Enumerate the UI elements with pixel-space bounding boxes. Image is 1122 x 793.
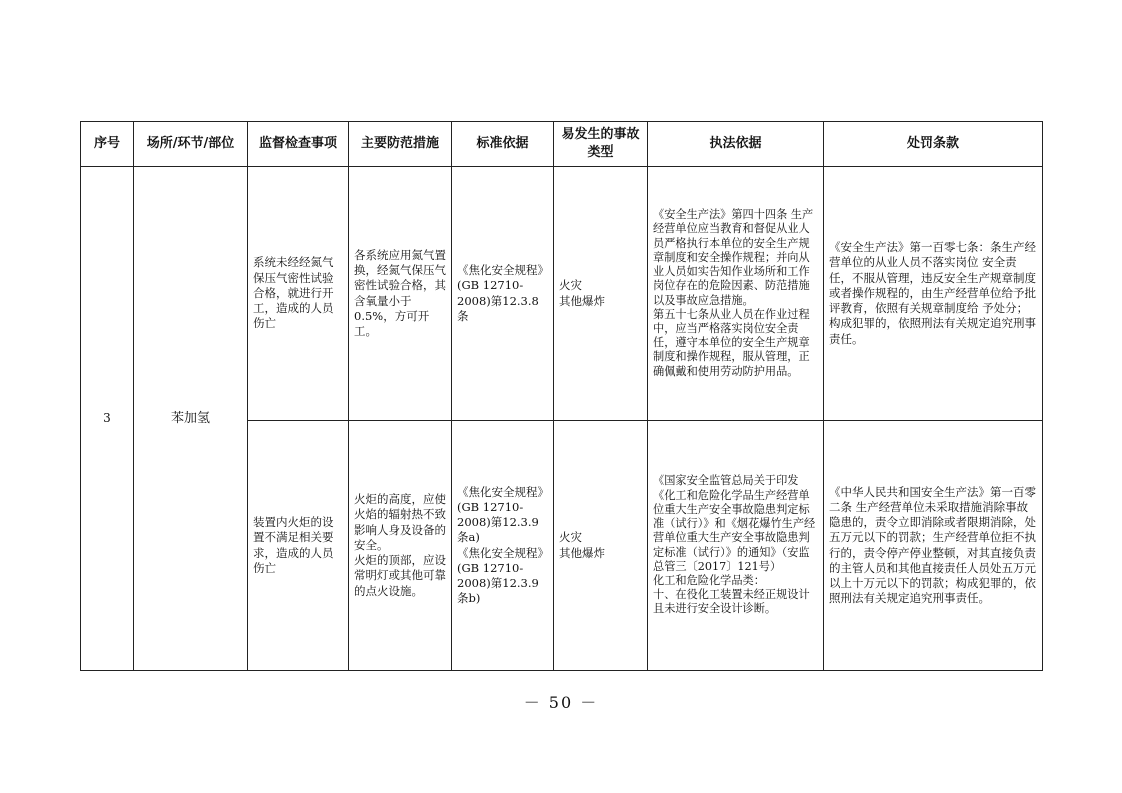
standard-basis-cell: 《焦化安全规程》(GB 12710-2008)第12.3.9条a) 《焦化安全规程》(GB 12710-2008)第12.3.9条b): [452, 421, 554, 671]
header-place: 场所/环节/部位: [134, 122, 248, 167]
accident-type-cell: 火灾 其他爆炸: [554, 421, 648, 671]
header-row: [81, 122, 1043, 167]
prevention-measure-cell: 各系统应用氮气置换，经氮气保压气密性试验合格，其含氧量小于0.5%，方可开工。: [349, 167, 452, 421]
accident-type-cell: 火灾 其他爆炸: [554, 167, 648, 421]
standard-basis-cell: 《焦化安全规程》(GB 12710-2008)第12.3.8条: [452, 167, 554, 421]
header-accident-type: 易发生的事故类型: [554, 122, 648, 167]
penalty-clause-cell: 《安全生产法》第一百零七条：条生产经营单位的从业人员不落实岗位 安全责任，不服从管理，违反安全生产规章制度或者操作规程的，由生产经营单位给予批评教育，依照有关规章制度给 予处分；构成犯罪的，依照刑法有关规定追究刑事责任。: [824, 167, 1043, 421]
seq-cell: 3: [81, 167, 134, 671]
inspection-item-cell: 装置内火炬的设置不满足相关要求，造成的人员伤亡: [248, 421, 349, 671]
page-number: － 50 －: [523, 693, 599, 712]
header-prevention-measure: 主要防范措施: [349, 122, 452, 167]
header-standard-basis: 标准依据: [452, 122, 554, 167]
penalty-clause-cell: 《中华人民共和国安全生产法》第一百零二条 生产经营单位未采取措施消除事故隐患的，责令立即消除或者限期消除，处五万元以下的罚款；生产经营单位拒不执行的，责令停产停业整顿，对其直接负责的主管人员和其他直接责任人员处五万元以上十万元以下的罚款；构成犯罪的，依照刑法有关规定追究刑事责任。: [824, 421, 1043, 671]
place-cell: 苯加氢: [134, 167, 248, 671]
inspection-item-cell: 系统未经经氮气保压气密性试验合格，就进行开工，造成的人员伤亡: [248, 167, 349, 421]
prevention-measure-cell: 火炬的高度，应使火焰的辐射热不致影响人身及设备的安全。 火炬的顶部，应设常明灯或其他可靠的点火设施。: [349, 421, 452, 671]
header-penalty-clause: 处罚条款: [824, 122, 1043, 167]
header-law-basis: 执法依据: [648, 122, 824, 167]
header-inspection-item: 监督检查事项: [248, 122, 349, 167]
law-basis-cell: 《国家安全监管总局关于印发《化工和危险化学品生产经营单位重大生产安全事故隐患判定标准（试行）》和《烟花爆竹生产经营单位重大生产安全事故隐患判定标准（试行）》的通知》（安监总管三〔2017〕121号） 化工和危险化学品类： 十、在役化工装置未经正规设计且未进行安全设计诊断。: [648, 421, 824, 671]
regulation-table: [80, 121, 1043, 671]
header-seq: 序号: [81, 122, 134, 167]
table-row: [81, 167, 1043, 421]
law-basis-cell: 《安全生产法》第四十四条 生产经营单位应当教育和督促从业人员严格执行本单位的安全生产规章制度和安全操作规程；并向从业人员如实告知作业场所和工作岗位存在的危险因素、防范措施以及事故应急措施。 第五十七条从业人员在作业过程中，应当严格落实岗位安全责任，遵守本单位的安全生产规章制度和操作规程，服从管理，正确佩戴和使用劳动防护用品。: [648, 167, 824, 421]
